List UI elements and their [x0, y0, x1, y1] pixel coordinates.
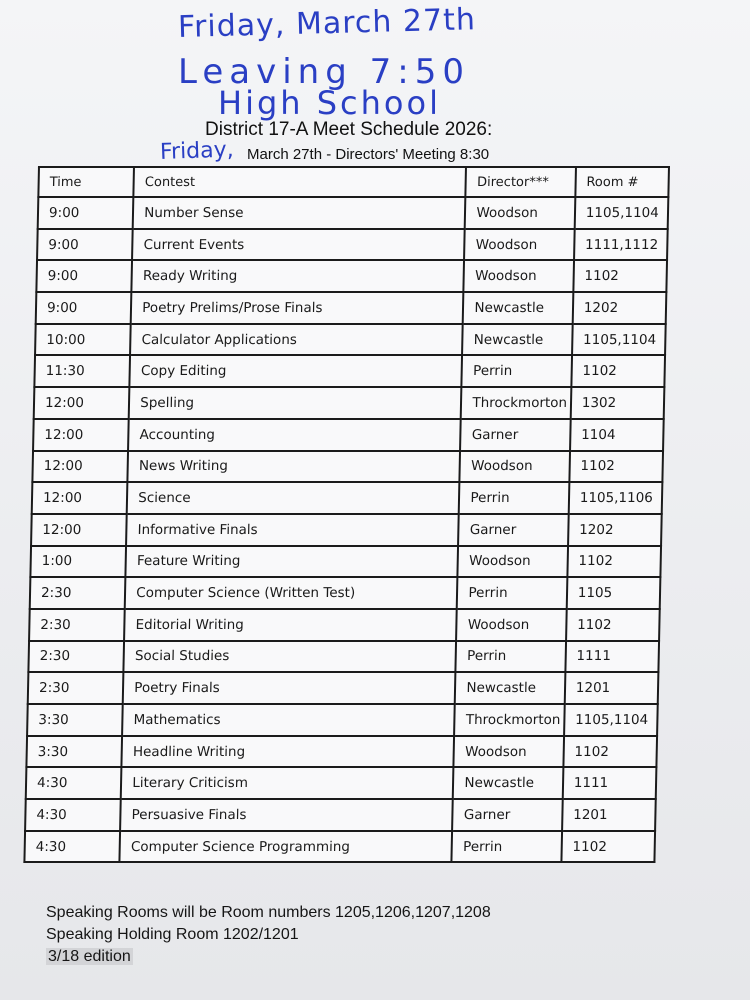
- time-cell: 2:30: [29, 609, 125, 641]
- time-cell: 4:30: [25, 799, 121, 831]
- time-cell: 9:00: [36, 292, 132, 324]
- contest-cell: Science: [127, 482, 460, 514]
- time-cell: 12:00: [32, 482, 128, 514]
- contest-cell: Social Studies: [124, 641, 457, 673]
- room-cell: 1111,1112: [574, 229, 668, 261]
- room-cell: 1102: [566, 609, 660, 641]
- contest-cell: Informative Finals: [126, 514, 459, 546]
- table-row: [25, 799, 656, 831]
- table-row: [34, 355, 665, 387]
- room-cell: 1102: [563, 736, 657, 768]
- room-cell: 1105: [567, 577, 661, 609]
- director-cell: Woodson: [464, 229, 574, 261]
- contest-cell: Accounting: [128, 419, 461, 451]
- room-cell: 1102: [567, 546, 661, 578]
- table-row: [24, 831, 655, 863]
- contest-cell: Calculator Applications: [130, 324, 463, 356]
- table-row: [36, 292, 667, 324]
- time-cell: 12:00: [32, 451, 128, 483]
- contest-cell: Spelling: [129, 387, 462, 419]
- time-cell: 1:00: [30, 546, 126, 578]
- time-cell: 2:30: [28, 672, 124, 704]
- director-cell: Newcastle: [462, 324, 572, 356]
- table-row: [28, 672, 659, 704]
- director-cell: Perrin: [459, 482, 569, 514]
- time-cell: 2:30: [30, 577, 126, 609]
- table-row: [29, 609, 660, 641]
- header-contest: Contest: [134, 167, 467, 197]
- header-room: Room #: [575, 167, 669, 197]
- contest-cell: Editorial Writing: [124, 609, 457, 641]
- director-cell: Throckmorton: [454, 704, 564, 736]
- director-cell: Perrin: [456, 641, 566, 673]
- contest-cell: News Writing: [128, 451, 461, 483]
- room-cell: 1202: [572, 292, 666, 324]
- table-row: [31, 514, 662, 546]
- header-time: Time: [38, 167, 134, 197]
- time-cell: 9:00: [37, 229, 133, 261]
- time-cell: 4:30: [24, 831, 120, 863]
- room-cell: 1102: [561, 831, 655, 863]
- time-cell: 9:00: [36, 260, 132, 292]
- director-cell: Woodson: [458, 546, 568, 578]
- room-cell: 1105,1104: [574, 197, 668, 229]
- contest-cell: Literary Criticism: [121, 767, 454, 799]
- room-cell: 1111: [565, 641, 659, 673]
- time-cell: 4:30: [26, 767, 122, 799]
- contest-cell: Number Sense: [133, 197, 466, 229]
- time-cell: 2:30: [28, 641, 124, 673]
- director-cell: Newcastle: [463, 292, 573, 324]
- room-cell: 1105,1106: [568, 482, 662, 514]
- contest-cell: Computer Science (Written Test): [125, 577, 458, 609]
- room-cell: 1102: [569, 451, 663, 483]
- room-cell: 1102: [573, 260, 667, 292]
- time-cell: 11:30: [34, 355, 130, 387]
- contest-cell: Headline Writing: [122, 736, 455, 768]
- director-cell: Woodson: [460, 451, 570, 483]
- room-cell: 1105,1104: [564, 704, 658, 736]
- holding-room-note: Speaking Holding Room 1202/1201: [46, 926, 299, 943]
- speaking-rooms-note: Speaking Rooms will be Room numbers 1205,1206,1207,1208: [46, 904, 491, 921]
- contest-cell: Poetry Finals: [123, 672, 456, 704]
- time-cell: 10:00: [35, 324, 131, 356]
- handwritten-location: High School: [218, 84, 441, 122]
- room-cell: 1104: [570, 419, 664, 451]
- contest-cell: Poetry Prelims/Prose Finals: [131, 292, 464, 324]
- table-row: [32, 482, 663, 514]
- director-cell: Garner: [460, 419, 570, 451]
- director-cell: Garner: [452, 799, 562, 831]
- room-cell: 1201: [565, 672, 659, 704]
- director-cell: Perrin: [457, 577, 567, 609]
- time-cell: 12:00: [31, 514, 127, 546]
- table-row: [35, 324, 666, 356]
- table-row: [38, 197, 669, 229]
- contest-cell: Copy Editing: [130, 355, 463, 387]
- director-cell: Woodson: [456, 609, 566, 641]
- document-title: District 17-A Meet Schedule 2026:: [205, 119, 493, 140]
- director-cell: Newcastle: [453, 767, 563, 799]
- table-row: [30, 577, 661, 609]
- schedule-table-wrapper: [23, 166, 670, 863]
- director-cell: Woodson: [464, 260, 574, 292]
- table-row: [37, 229, 668, 261]
- room-cell: 1102: [571, 355, 665, 387]
- notes-block: [46, 902, 491, 968]
- director-cell: Perrin: [462, 355, 572, 387]
- room-cell: 1105,1104: [572, 324, 666, 356]
- table-row: [26, 767, 657, 799]
- table-row: [27, 704, 658, 736]
- table-header-row: [38, 167, 669, 197]
- table-row: [26, 736, 657, 768]
- schedule-table: [23, 166, 670, 863]
- director-cell: Newcastle: [455, 672, 565, 704]
- edition-label: 3/18 edition: [48, 948, 131, 965]
- table-row: [33, 419, 664, 451]
- director-cell: Throckmorton: [461, 387, 571, 419]
- room-cell: 1202: [568, 514, 662, 546]
- director-cell: Woodson: [465, 197, 575, 229]
- time-cell: 9:00: [38, 197, 134, 229]
- room-cell: 1302: [570, 387, 664, 419]
- handwritten-date: Friday, March 27th: [177, 2, 477, 45]
- contest-cell: Ready Writing: [132, 260, 465, 292]
- room-cell: 1111: [563, 767, 657, 799]
- room-cell: 1201: [562, 799, 656, 831]
- director-cell: Woodson: [454, 736, 564, 768]
- table-row: [34, 387, 665, 419]
- table-row: [32, 451, 663, 483]
- table-row: [36, 260, 667, 292]
- contest-cell: Feature Writing: [126, 546, 459, 578]
- contest-cell: Current Events: [132, 229, 465, 261]
- contest-cell: Computer Science Programming: [120, 831, 453, 863]
- time-cell: 12:00: [34, 387, 130, 419]
- table-row: [28, 641, 659, 673]
- handwritten-leaving-time: Leaving 7:50: [178, 52, 470, 92]
- director-cell: Perrin: [452, 831, 562, 863]
- time-cell: 3:30: [26, 736, 122, 768]
- contest-cell: Mathematics: [122, 704, 455, 736]
- director-cell: Garner: [458, 514, 568, 546]
- contest-cell: Persuasive Finals: [120, 799, 453, 831]
- handwritten-day: Friday,: [159, 137, 235, 165]
- document-subtitle: March 27th - Directors' Meeting 8:30: [247, 146, 490, 163]
- time-cell: 3:30: [27, 704, 123, 736]
- table-row: [30, 546, 661, 578]
- header-director: Director***: [466, 167, 576, 197]
- time-cell: 12:00: [33, 419, 129, 451]
